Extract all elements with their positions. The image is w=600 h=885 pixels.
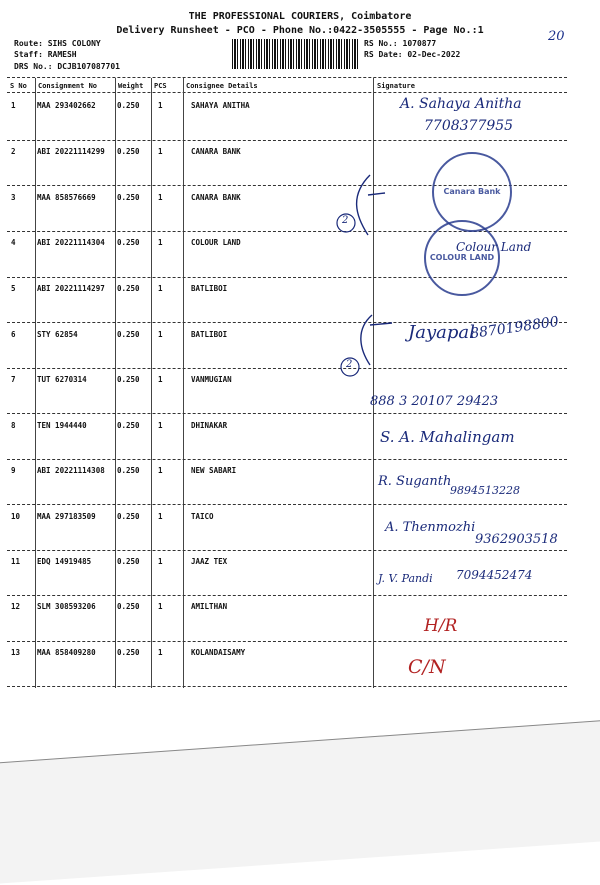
route-label: Route: SIHS COLONY: [14, 39, 101, 48]
barcode: [232, 39, 360, 69]
row-weight: 0.250: [117, 101, 140, 110]
colour-land-stamp: COLOUR LAND: [424, 220, 500, 296]
row-divider: [7, 641, 567, 642]
signature-row-10: A. Thenmozhi: [385, 520, 476, 535]
signature-row-8: S. A. Mahalingam: [380, 428, 515, 446]
row-consignment: ABI 20221114308: [37, 466, 105, 475]
col-header-weight: Weight: [118, 82, 144, 90]
row-pcs: 1: [158, 648, 163, 657]
signature-row-9: R. Suganth: [378, 474, 452, 489]
col-header-consignee: Consignee Details: [186, 82, 258, 90]
row-weight: 0.250: [117, 238, 140, 247]
row-consignment: ABI 20221114297: [37, 284, 105, 293]
row-sno: 4: [11, 238, 16, 247]
row-consignment: MAA 293402662: [37, 101, 96, 110]
rs-number: RS No.: 1070877: [364, 39, 437, 48]
row-pcs: 1: [158, 602, 163, 611]
row-sno: 7: [11, 375, 16, 384]
page-note-handwritten: 20: [548, 29, 565, 44]
col-separator: [151, 78, 152, 688]
signature-row-11-phone: 7094452474: [456, 568, 533, 582]
row-consignment: TEN 1944440: [37, 421, 87, 430]
row-consignment: EDQ 14919485: [37, 557, 92, 566]
row-sno: 6: [11, 330, 16, 339]
canara-bank-stamp: Canara Bank: [432, 152, 512, 232]
row-sno: 9: [11, 466, 16, 475]
signature-row-12: H/R: [424, 616, 458, 636]
row-divider: [7, 595, 567, 596]
signature-row-10-phone: 9362903518: [475, 532, 558, 547]
company-title: THE PROFESSIONAL COURIERS, Coimbatore: [188, 11, 412, 22]
signature-row-6: Jayapal: [408, 322, 475, 343]
runsheet-subtitle: Delivery Runsheet - PCO - Phone No.:0422-3505555 - Page No.:1: [116, 25, 484, 36]
row-consignee: NEW SABARI: [191, 466, 237, 475]
row-consignment: MAA 858409280: [37, 648, 96, 657]
row-consignee: BATLIBOI: [191, 330, 228, 339]
signature-row-1-phone: 7708377955: [424, 118, 514, 134]
row-weight: 0.250: [117, 648, 140, 657]
row-consignee: AMILTHAN: [191, 602, 228, 611]
row-sno: 11: [11, 557, 21, 566]
row-consignment: ABI 20221114304: [37, 238, 105, 247]
circled-two-mark: 2: [342, 215, 349, 226]
row-weight: 0.250: [117, 557, 140, 566]
row-pcs: 1: [158, 557, 163, 566]
rs-date: RS Date: 02-Dec-2022: [364, 50, 461, 59]
row-pcs: 1: [158, 375, 163, 384]
signature-row-4: Colour Land: [456, 240, 532, 254]
col-header-signature: Signature: [377, 82, 415, 90]
row-consignment: MAA 297183509: [37, 512, 96, 521]
signature-row-9-phone: 9894513228: [450, 484, 520, 497]
row-consignment: STY 62854: [37, 330, 78, 339]
row-divider: [7, 368, 567, 369]
row-pcs: 1: [158, 193, 163, 202]
row-consignee: CANARA BANK: [191, 193, 241, 202]
row-divider: [7, 459, 567, 460]
col-separator: [115, 78, 116, 688]
row-weight: 0.250: [117, 193, 140, 202]
signature-row-1: A. Sahaya Anitha: [400, 96, 522, 112]
row-sno: 10: [11, 512, 21, 521]
row-consignee: KOLANDAISAMY: [191, 648, 246, 657]
signature-row-7-8-phone: 888 3 20107 29423: [370, 394, 499, 409]
row-pcs: 1: [158, 101, 163, 110]
row-weight: 0.250: [117, 512, 140, 521]
row-consignee: BATLIBOI: [191, 284, 228, 293]
row-divider: [7, 322, 567, 323]
row-consignee: DHINAKAR: [191, 421, 228, 430]
row-divider: [7, 140, 567, 141]
row-sno: 8: [11, 421, 16, 430]
row-weight: 0.250: [117, 421, 140, 430]
row-consignee: VANMUGIAN: [191, 375, 232, 384]
row-consignee: SAHAYA ANITHA: [191, 101, 250, 110]
signature-row-13: C/N: [408, 656, 446, 678]
row-divider: [7, 686, 567, 687]
row-pcs: 1: [158, 147, 163, 156]
delivery-bracket-strokes: [330, 165, 410, 395]
row-sno: 3: [11, 193, 16, 202]
row-weight: 0.250: [117, 284, 140, 293]
row-consignment: TUT 6270314: [37, 375, 87, 384]
row-weight: 0.250: [117, 602, 140, 611]
row-divider: [7, 413, 567, 414]
row-pcs: 1: [158, 421, 163, 430]
row-consignment: SLM 308593206: [37, 602, 96, 611]
row-pcs: 1: [158, 512, 163, 521]
paper-edge: [0, 716, 600, 884]
row-consignee: JAAZ TEX: [191, 557, 228, 566]
row-pcs: 1: [158, 284, 163, 293]
row-consignee: TAICO: [191, 512, 214, 521]
row-consignee: COLOUR LAND: [191, 238, 241, 247]
row-weight: 0.250: [117, 147, 140, 156]
row-consignment: ABI 20221114299: [37, 147, 105, 156]
row-sno: 2: [11, 147, 16, 156]
row-weight: 0.250: [117, 375, 140, 384]
row-sno: 1: [11, 101, 16, 110]
row-consignee: CANARA BANK: [191, 147, 241, 156]
signature-row-11: J. V. Pandi: [378, 572, 433, 585]
row-sno: 12: [11, 602, 21, 611]
row-divider: [7, 504, 567, 505]
row-sno: 13: [11, 648, 21, 657]
signature-row-6-phone: 8870198800: [469, 313, 560, 343]
col-header-sno: S No: [10, 82, 27, 90]
row-weight: 0.250: [117, 466, 140, 475]
col-header-pcs: PCS: [154, 82, 167, 90]
row-pcs: 1: [158, 330, 163, 339]
row-pcs: 1: [158, 466, 163, 475]
circled-two-mark: 2: [346, 359, 353, 370]
row-weight: 0.250: [117, 330, 140, 339]
drs-number: DRS No.: DCJB107087701: [14, 62, 120, 71]
row-consignment: MAA 858576669: [37, 193, 96, 202]
staff-label: Staff: RAMESH: [14, 50, 77, 59]
row-pcs: 1: [158, 238, 163, 247]
header-rule-top: [7, 77, 567, 78]
col-separator: [183, 78, 184, 688]
row-divider: [7, 550, 567, 551]
col-separator: [35, 78, 36, 688]
col-header-consignment: Consignment No: [38, 82, 98, 90]
row-sno: 5: [11, 284, 16, 293]
header-rule-bottom: [7, 92, 567, 93]
